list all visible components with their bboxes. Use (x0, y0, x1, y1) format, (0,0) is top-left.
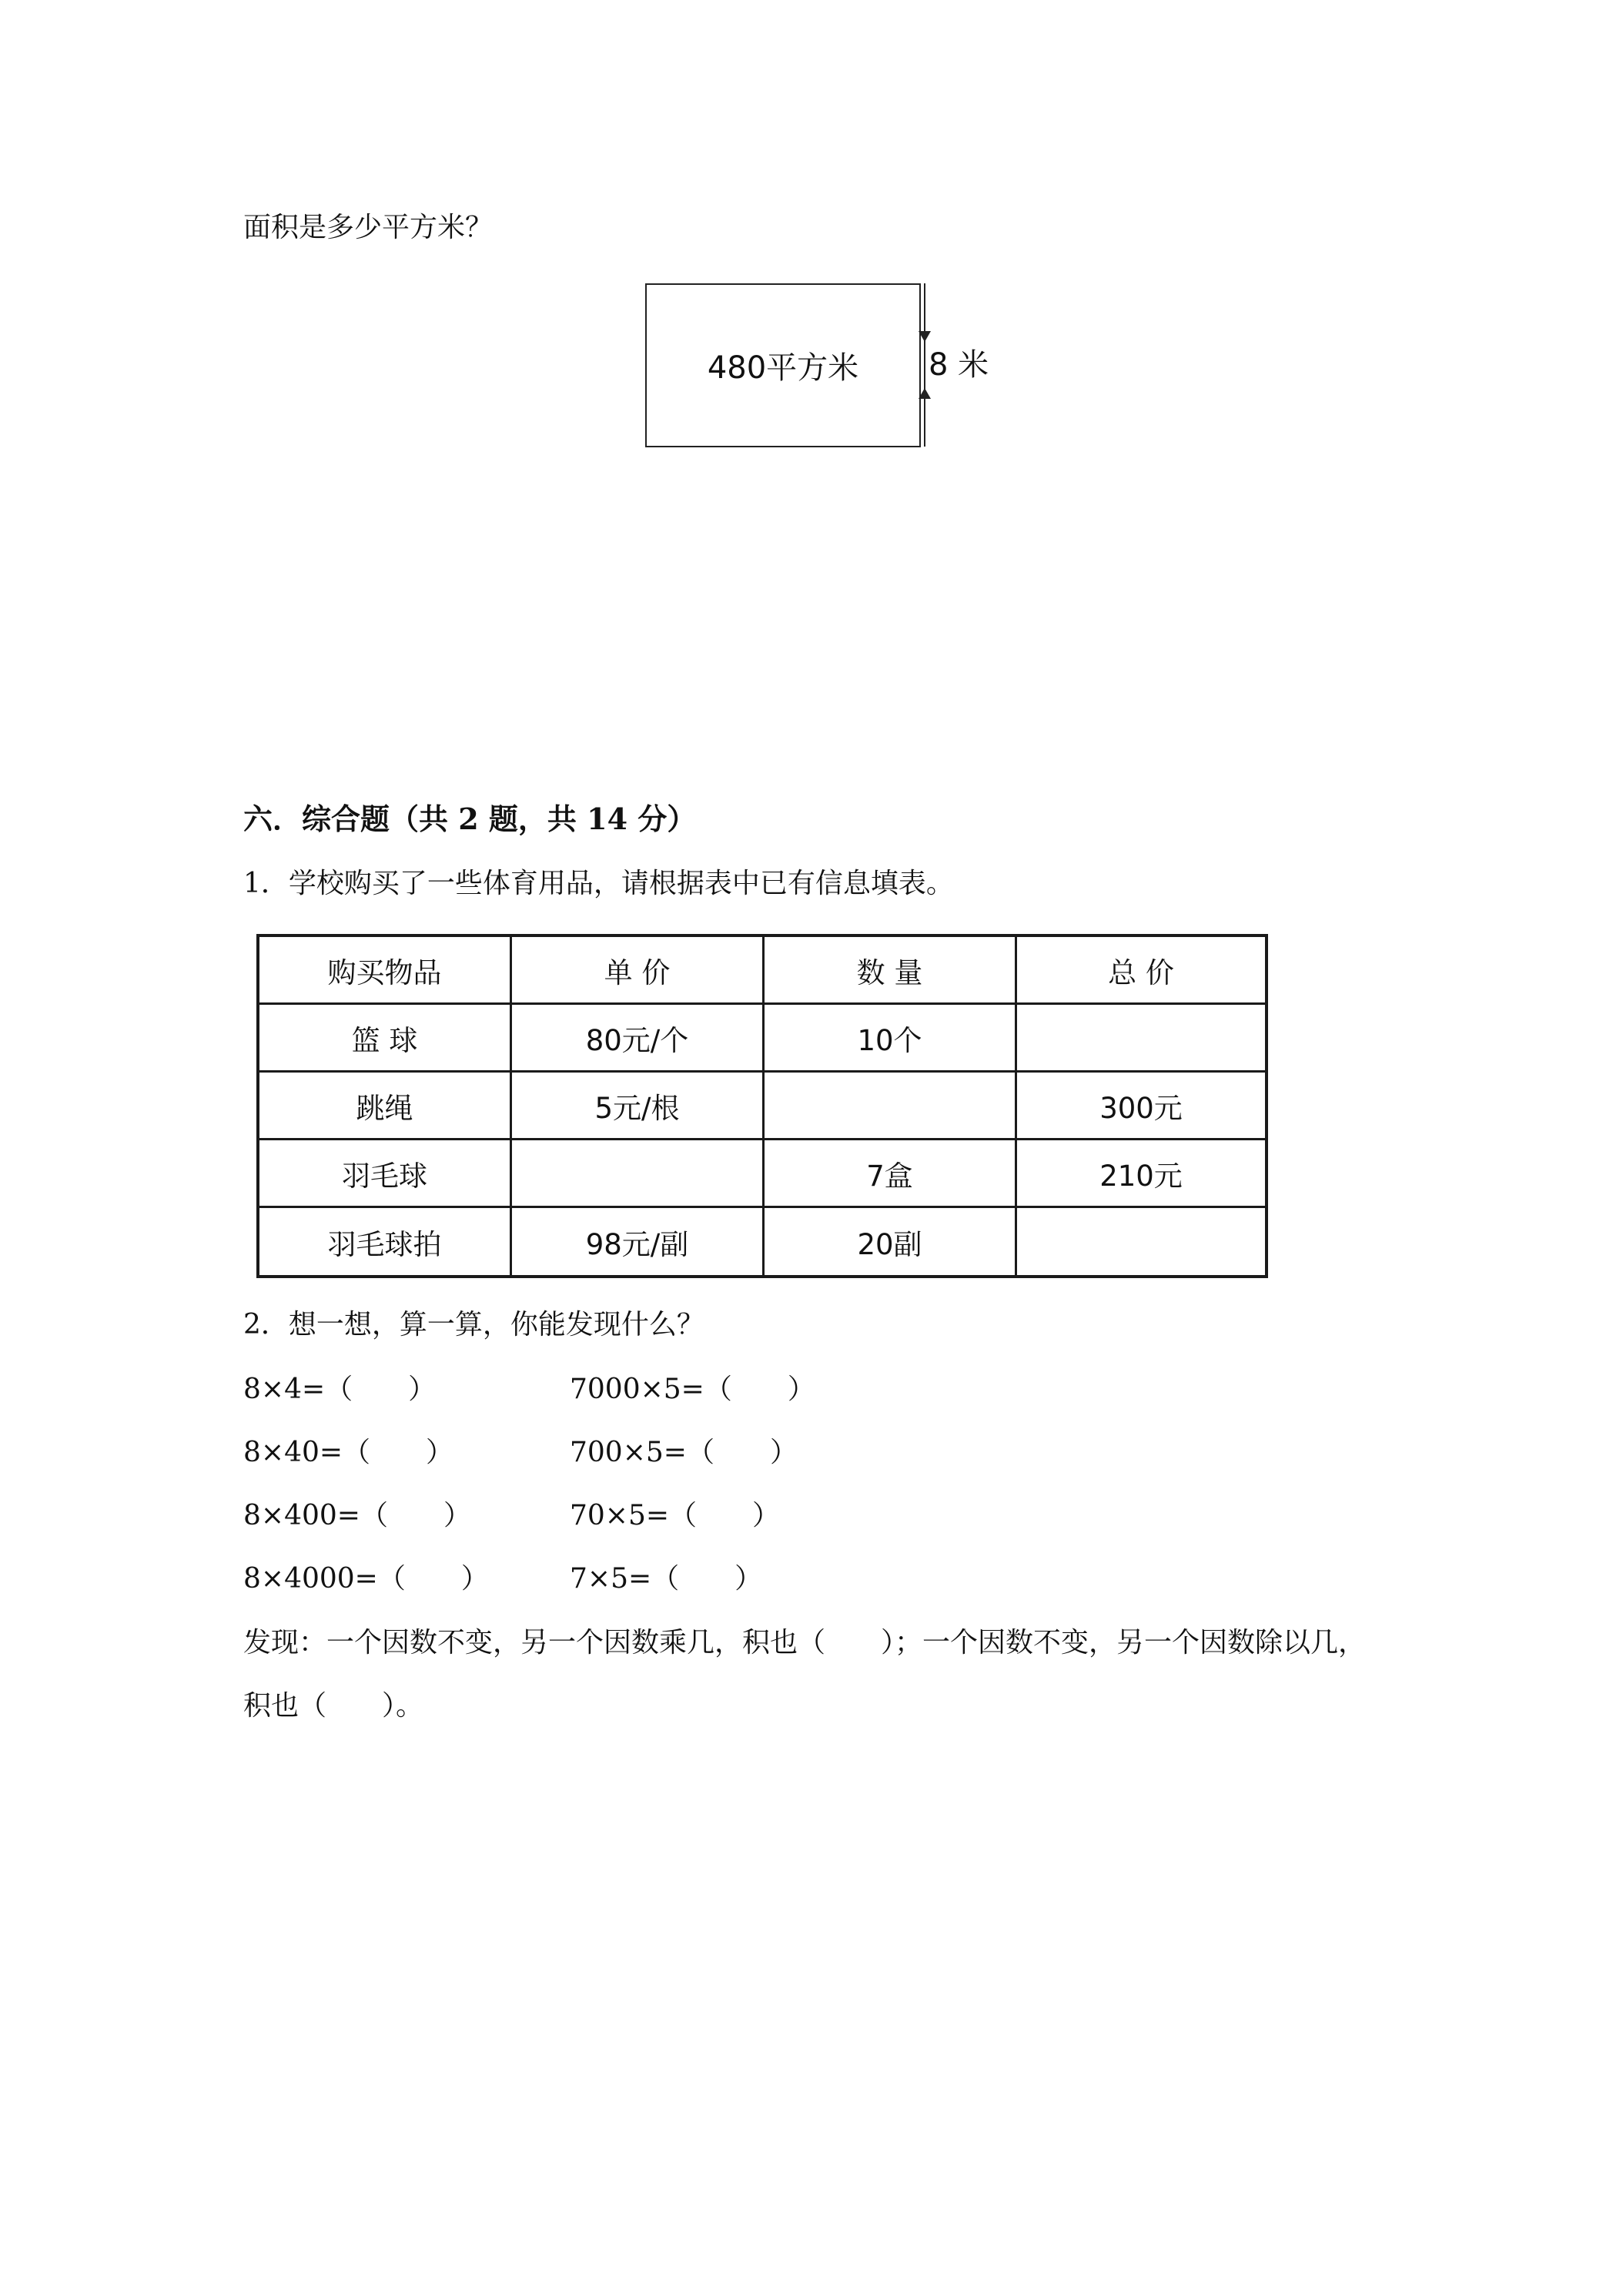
equation-left[interactable]: 8×4=（ ） (243, 1374, 437, 1405)
table-cell-unit-price[interactable]: 80元/个 (512, 1005, 765, 1070)
arrow-up-icon (919, 388, 931, 399)
table-cell-quantity[interactable]: 20副 (765, 1208, 1017, 1275)
equation-left[interactable]: 8×400=（ ） (243, 1500, 471, 1531)
question-text: 面积是多少平方米？ (243, 212, 494, 243)
equation-left[interactable]: 8×4000=（ ） (243, 1563, 489, 1595)
table-cell-item: 羽毛球拍 (259, 1208, 512, 1275)
table-cell-item: 羽毛球 (259, 1140, 512, 1206)
equation-right[interactable]: 70×5=（ ） (570, 1500, 781, 1531)
table-row (259, 1073, 1265, 1140)
arrow-down-icon (919, 331, 931, 342)
section-title: 六．综合题（共 2 题，共 14 分） (243, 802, 697, 836)
finding-text[interactable]: 发现：一个因数不变，另一个因数乘几，积也（ ）；一个因数不变，另一个因数除以几， (243, 1627, 1367, 1658)
table-cell-unit-price[interactable] (512, 1140, 765, 1206)
table-row (259, 1208, 1265, 1275)
equation-left[interactable]: 8×40=（ ） (243, 1437, 454, 1468)
equation-right[interactable]: 7×5=（ ） (570, 1563, 763, 1595)
question-1-text: 1．学校购买了一些体育用品，请根据表中已有信息填表。 (243, 868, 954, 899)
area-label: 480平方米 (707, 350, 859, 386)
table-cell-total[interactable]: 210元 (1099, 1159, 1183, 1193)
table-cell-total[interactable] (1017, 1005, 1265, 1070)
table-header-cell: 数 量 (765, 937, 1017, 1002)
table-row (259, 1005, 1265, 1073)
table-cell-unit-price[interactable]: 5元/根 (512, 1073, 765, 1138)
table-cell-item: 篮 球 (259, 1005, 512, 1070)
rectangle-figure (645, 283, 999, 450)
purchase-table (256, 934, 1268, 1278)
dimension-line (924, 283, 925, 447)
table-row (259, 1140, 1265, 1208)
table-header-cell: 单 价 (512, 937, 765, 1002)
height-label: 8 米 (929, 347, 989, 383)
table-cell-quantity[interactable]: 7盒 (765, 1140, 1017, 1206)
table-cell-total[interactable]: 300元 (1099, 1091, 1183, 1125)
table-cell-unit-price[interactable]: 98元/副 (512, 1208, 765, 1275)
table-cell-total[interactable] (1017, 1208, 1265, 1275)
equation-right[interactable]: 7000×5=（ ） (570, 1374, 815, 1405)
table-cell-quantity[interactable] (765, 1073, 1017, 1138)
table-header-row (259, 937, 1265, 1005)
finding-text[interactable]: 积也（ ）。 (243, 1690, 424, 1722)
table-header-cell: 购买物品 (259, 937, 512, 1002)
table-header-cell: 总 价 (1108, 956, 1174, 989)
table-cell-quantity[interactable]: 10个 (765, 1005, 1017, 1070)
question-2-text: 2．想一想，算一算，你能发现什么？ (243, 1309, 704, 1340)
equation-right[interactable]: 700×5=（ ） (570, 1437, 798, 1468)
table-cell-item: 跳绳 (259, 1073, 512, 1138)
